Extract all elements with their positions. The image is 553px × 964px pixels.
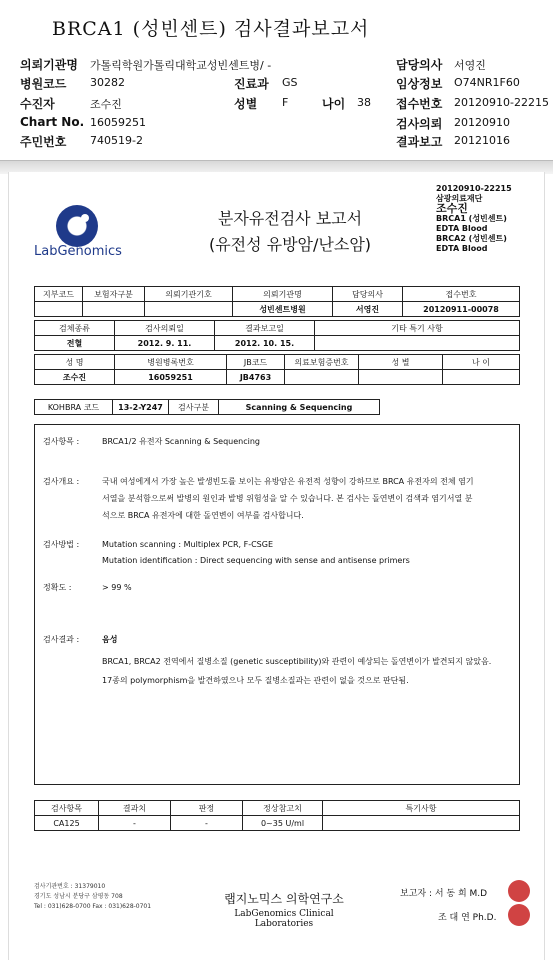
age-value: 38 [357,96,371,109]
kohbra-table [34,399,380,415]
table-row: KOHBRA 코드 13-2-Y247 검사구분 Scanning & Sequencing [35,400,380,415]
seal-stamp-icon [508,880,530,902]
rrn-label: 주민번호 [20,135,67,149]
receipt-value: 20120910-22215 [454,96,549,109]
reporters: 보고자 : 서 동 희 M.D 조 대 연 Ph.D. [400,889,497,923]
report-label: 결과보고 [396,135,443,149]
logo-text: LabGenomics [34,244,122,259]
receipt-label: 접수번호 [396,97,443,111]
doctor-label: 담당의사 [396,58,443,72]
patient-value: 조수진 [90,98,122,111]
lab-name: 랩지노믹스 의학연구소 LabGenomics Clinical Laboratories [224,892,344,929]
chart-value: 16059251 [90,116,146,129]
report-subtitle: (유전성 유방암/난소암) [208,235,372,254]
sex-value: F [282,96,289,109]
hospital-label: 의뢰기관명 [20,58,78,72]
age-label: 나이 [322,97,346,111]
code-value: 30282 [90,76,125,89]
specimen-table [34,320,520,351]
labgenomics-logo-icon [56,205,98,247]
table-row: CA125 - - 0~35 U/ml [35,816,520,831]
rrn-value: 740519-2 [90,134,143,147]
clinical-value: O74NR1F60 [454,76,520,89]
dept-value: GS [282,76,298,89]
specimen-label: 20120910-22215 삼광의료재단 조수진 BRCA1 (성빈센트) EDTA Blood BRCA2 (성빈센트) EDTA Blood [436,184,512,253]
patient-table [34,354,520,385]
report-title: 분자유전검사 보고서 [217,209,363,228]
marker-table [34,800,520,831]
clinical-label: 임상정보 [396,77,443,91]
test-details: 검사항목 : BRCA1/2 유전자 Scanning & Sequencing 검사개요 : 국내 여성에게서 가장 높은 발생빈도를 보이는 유방암은 유전적 성향이 강하므로 BRCA 유전자의 전체 염기 서열을 분석함으로써 발병의 원인과 발병 위험성을 알 수 있습니다. 본 검사는 돌연변이 검색과 염기서열 분 석으로 BRCA 유전자에 대한 돌연변이 여부를 검사합니다. 검사방법 : Mutation scanning : Multiplex PCR, F-CSGE Mutation identification : Direct sequencing with sense and antisense primers 정확도 : > 99 % 검사결과 : 음성 BRCA1, BRCA2 전역에서 질병소질 (genetic susceptibility)와 관련이 예상되는 돌연변이가 발견되지 않았음. 17종의 polymorphism을 발견하였으나 모두 질병소질과는 관련이 없을 것으로 판단됨. [34,424,520,785]
page-title: BRCA1 (성빈센트) 검사결과보고서 [52,18,370,40]
request-table [34,286,520,317]
dept-label: 진료과 [234,77,269,91]
request-value: 20120910 [454,116,510,129]
request-label: 검사의뢰 [396,117,443,131]
table-row: 검사항목 결과치 판정 정상참고치 특기사항 [35,801,520,816]
sex-label: 성별 [234,97,258,111]
hospital-value: 가톨릭학원가톨릭대학교성빈센트병/ - [90,59,272,72]
lab-address: 검사기관번호 : 31379010 경기도 성남시 분당구 삼평동 708 Tel : 031)628-0700 Fax : 031)628-0701 [34,883,152,910]
patient-label: 수진자 [20,97,55,111]
table-row: 성빈센트병원 서영진 20120911-00078 [35,302,520,317]
table-row: 전혈 2012. 9. 11. 2012. 10. 15. [35,336,520,351]
table-row: 검체종류 검사의뢰일 결과보고일 기타 특기 사항 [35,321,520,336]
report-value: 20121016 [454,134,510,147]
table-row: 성 명 병원병록번호 JB코드 의료보험증번호 성 별 나 이 [35,355,520,370]
seal-stamp-icon [508,904,530,926]
code-label: 병원코드 [20,77,67,91]
doctor-value: 서영진 [454,59,486,72]
table-row: 조수진 16059251 JB4763 [35,370,520,385]
chart-label: Chart No. [20,115,85,129]
table-row: 지부코드 보험자구분 의뢰기관기호 의뢰기관명 담당의사 접수번호 [35,287,520,302]
